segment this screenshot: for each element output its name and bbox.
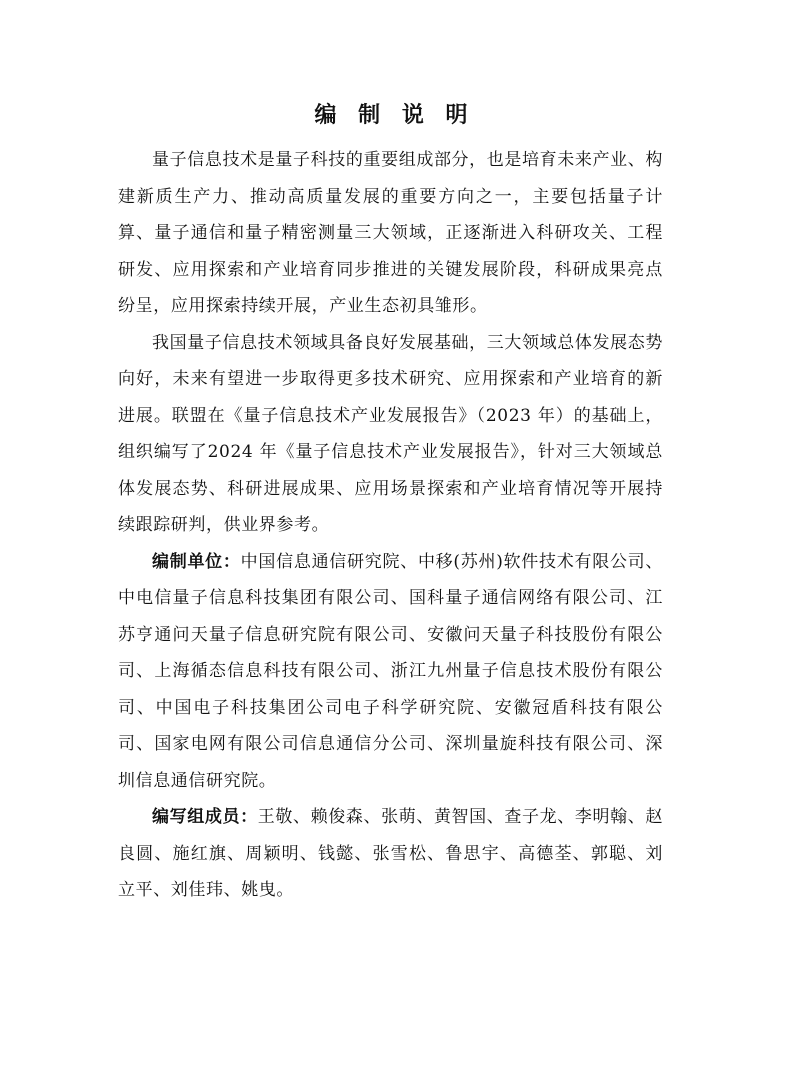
compiling-units-label: 编制单位： [152,551,241,572]
background-paragraph: 我国量子信息技术领域具备良好发展基础，三大领域总体发展态势向好，未来有望进一步取得更多技术研究、应用探索和产业培育的新进展。联盟在《量子信息技术产业发展报告》（2023 年）的基础上，组织编写了2024 年《量子信息技术产业发展报告》，针对三大领域总体发展态势、科研进展成果、应用场景探索和产业培育情况等开展持续跟踪研判，供业界参考。 [118,332,663,535]
intro-paragraph: 量子信息技术是量子科技的重要组成部分，也是培育未来产业、构建新质生产力、推动高质量发展的重要方向之一，主要包括量子计算、量子通信和量子精密测量三大领域，正逐渐进入科研攻关、工程研发、应用探索和产业培育同步推进的关键发展阶段，科研成果亮点纷呈，应用探索持续开展，产业生态初具雏形。 [118,150,663,316]
document-body [118,96,663,909]
compiling-units-text: 中国信息通信研究院、中移(苏州)软件技术有限公司、中电信量子信息科技集团有限公司、国科量子通信网络有限公司、江苏亨通问天量子信息研究院有限公司、安徽问天量子科技股份有限公司、上海循态信息科技有限公司、浙江九州量子信息技术股份有限公司、中国电子科技集团公司电子科学研究院、安徽冠盾科技有限公司、国家电网有限公司信息通信分公司、深圳量旋科技有限公司、深圳信息通信研究院。 [118,551,664,791]
compiling-units-paragraph [118,544,663,800]
members-paragraph [118,799,663,909]
members-label: 编写组成员： [152,807,258,827]
document-title: 编 制 说 明 [314,103,475,128]
members-text: 王敬、赖俊森、张萌、黄智国、查子龙、李明翰、赵良圆、施红旗、周颖明、钱懿、张雪松、鲁思宇、高德荃、郭聪、刘立平、刘佳玮、姚曳。 [118,807,663,900]
